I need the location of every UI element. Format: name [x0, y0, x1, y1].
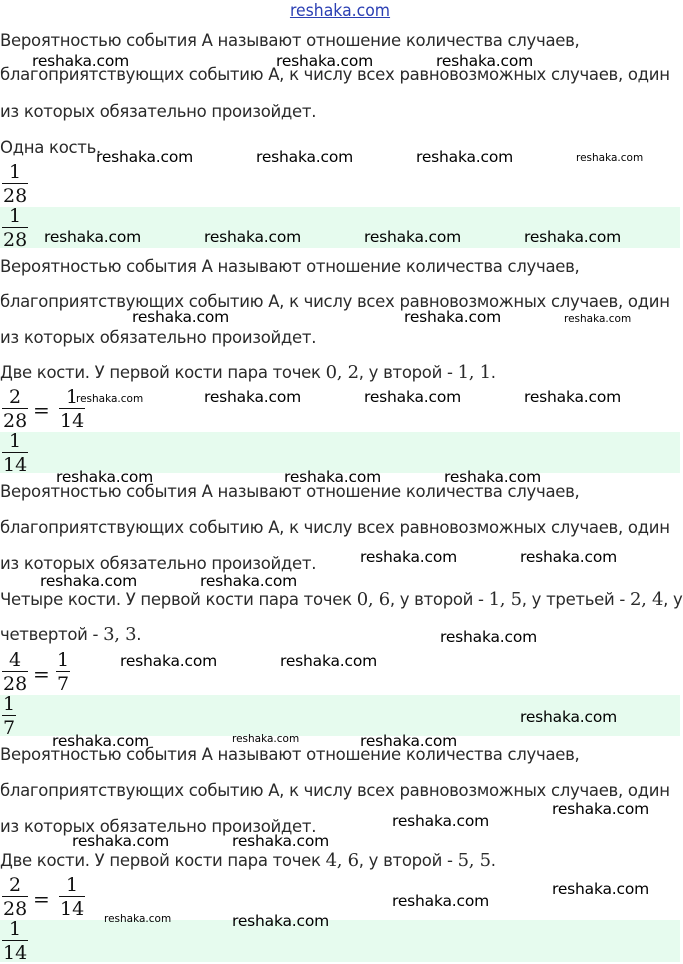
fraction-bar — [2, 940, 28, 941]
case-text-middle: , у второй - — [358, 851, 458, 870]
fraction-denominator: 14 — [3, 942, 28, 964]
definition-line-3: из которых обязательно произойдет. — [0, 817, 317, 836]
definition-line-1: Вероятностью события А называют отношение количества случаев, — [0, 257, 580, 276]
definition-line-2: благоприятствующих событию А, к числу всех равновозможных случаев, один — [0, 65, 670, 84]
probability-fraction-simplified — [56, 650, 70, 694]
definition-line-3: из которых обязательно произойдет. — [0, 554, 317, 573]
fraction-denominator: 28 — [3, 898, 28, 920]
watermark: reshaka.com — [524, 388, 621, 406]
fraction-numerator: 1 — [9, 430, 22, 452]
equals-sign: = — [33, 887, 50, 911]
case-text-middle: , у второй - — [389, 590, 489, 609]
watermark: reshaka.com — [360, 732, 457, 750]
case-text-middle: , у — [663, 590, 683, 609]
case-text-middle: , у третьей - — [521, 590, 630, 609]
answer-fraction — [2, 431, 28, 475]
watermark: reshaka.com — [96, 148, 193, 166]
watermark: reshaka.com — [364, 388, 461, 406]
watermark: reshaka.com — [284, 468, 381, 486]
fraction-denominator: 28 — [3, 229, 28, 251]
fraction-numerator: 1 — [9, 918, 22, 940]
watermark: reshaka.com — [524, 228, 621, 246]
case-text-end: . — [136, 625, 142, 644]
math-pair: 1, 5 — [488, 589, 522, 610]
watermark: reshaka.com — [256, 148, 353, 166]
watermark: reshaka.com — [520, 548, 617, 566]
answer-fraction — [2, 919, 28, 963]
case-text-start: четвертой - — [0, 625, 104, 644]
case-text-start: Две кости. У первой кости пара точек — [0, 851, 326, 870]
probability-fraction — [2, 387, 28, 431]
definition-line-1: Вероятностью события А называют отношение количества случаев, — [0, 745, 580, 764]
fraction-numerator: 4 — [9, 649, 22, 671]
fraction-bar — [2, 671, 28, 672]
fraction-bar — [2, 452, 28, 453]
fraction-numerator: 1 — [66, 386, 79, 408]
answer-band — [0, 432, 680, 476]
definition-line-3: из которых обязательно произойдет. — [0, 102, 317, 121]
answer-fraction — [2, 694, 16, 738]
math-pair: 2, 4 — [630, 589, 664, 610]
watermark: reshaka.com — [276, 52, 373, 70]
case-text-end: . — [490, 363, 496, 382]
watermark: reshaka.com — [436, 52, 533, 70]
definition-line-1: Вероятностью события А называют отношение количества случаев, — [0, 31, 580, 50]
watermark: reshaka.com — [200, 572, 297, 590]
case-text-middle: , у второй - — [358, 363, 458, 382]
watermark: reshaka.com — [120, 652, 217, 670]
fraction-bar — [2, 896, 28, 897]
case-text — [0, 589, 683, 610]
watermark: reshaka.com — [44, 228, 141, 246]
watermark: reshaka.com — [76, 393, 144, 405]
fraction-numerator: 1 — [9, 161, 22, 183]
watermark: reshaka.com — [440, 628, 537, 646]
math-pair: 1, 1 — [457, 362, 491, 383]
fraction-bar — [2, 715, 16, 716]
definition-line-2: благоприятствующих событию А, к числу всех равновозможных случаев, один — [0, 292, 670, 311]
watermark: reshaka.com — [520, 708, 617, 726]
fraction-numerator: 1 — [66, 874, 79, 896]
case-text-start: Четыре кости. У первой кости пара точек — [0, 590, 357, 609]
case-text-end: . — [490, 851, 496, 870]
watermark: reshaka.com — [232, 912, 329, 930]
watermark: reshaka.com — [392, 892, 489, 910]
definition-line-3: из которых обязательно произойдет. — [0, 328, 317, 347]
fraction-denominator: 28 — [3, 185, 28, 207]
watermark: reshaka.com — [52, 732, 149, 750]
watermark: reshaka.com — [56, 468, 153, 486]
case-text-line-2 — [0, 624, 141, 645]
watermark: reshaka.com — [40, 572, 137, 590]
watermark: reshaka.com — [72, 832, 169, 850]
math-pair: 0, 6 — [356, 589, 390, 610]
fraction-numerator: 1 — [9, 205, 22, 227]
watermark: reshaka.com — [204, 228, 301, 246]
fraction-denominator: 14 — [60, 410, 85, 432]
fraction-denominator: 28 — [3, 410, 28, 432]
fraction-bar — [59, 408, 85, 409]
fraction-numerator: 2 — [9, 386, 22, 408]
equals-sign: = — [33, 398, 50, 422]
math-pair: 4, 6 — [325, 850, 359, 871]
site-link[interactable]: reshaka.com — [289, 1, 391, 21]
answer-band — [0, 920, 680, 962]
watermark: reshaka.com — [364, 228, 461, 246]
case-text: Одна кость. — [0, 138, 101, 157]
case-text — [0, 362, 496, 383]
watermark: reshaka.com — [404, 308, 501, 326]
fraction-denominator: 28 — [3, 673, 28, 695]
watermark: reshaka.com — [444, 468, 541, 486]
fraction-denominator: 7 — [3, 717, 16, 739]
probability-fraction — [2, 875, 28, 919]
watermark: reshaka.com — [232, 733, 300, 745]
fraction-bar — [2, 408, 28, 409]
definition-line-2: благоприятствующих событию А, к числу всех равновозможных случаев, один — [0, 781, 670, 800]
watermark: reshaka.com — [204, 388, 301, 406]
math-pair: 3, 3 — [103, 624, 137, 645]
watermark: reshaka.com — [32, 52, 129, 70]
case-text-start: Две кости. У первой кости пара точек — [0, 363, 326, 382]
watermark: reshaka.com — [392, 812, 489, 830]
probability-fraction-simplified — [59, 875, 85, 919]
probability-fraction — [2, 650, 28, 694]
fraction-numerator: 1 — [57, 649, 70, 671]
fraction-denominator: 14 — [3, 454, 28, 476]
fraction-numerator: 1 — [3, 693, 16, 715]
math-pair: 0, 2 — [325, 362, 359, 383]
watermark: reshaka.com — [104, 913, 172, 925]
equals-sign: = — [33, 662, 50, 686]
math-pair: 5, 5 — [457, 850, 491, 871]
fraction-bar — [2, 227, 28, 228]
watermark: reshaka.com — [576, 152, 644, 164]
fraction-numerator: 2 — [9, 874, 22, 896]
fraction-denominator: 14 — [60, 898, 85, 920]
fraction-bar — [59, 896, 85, 897]
answer-fraction — [2, 206, 28, 250]
definition-line-1: Вероятностью события А называют отношение количества случаев, — [0, 482, 580, 501]
watermark: reshaka.com — [360, 548, 457, 566]
watermark: reshaka.com — [552, 880, 649, 898]
watermark: reshaka.com — [564, 313, 632, 325]
watermark: reshaka.com — [232, 832, 329, 850]
watermark: reshaka.com — [416, 148, 513, 166]
fraction-bar — [2, 183, 28, 184]
definition-line-2: благоприятствующих событию А, к числу всех равновозможных случаев, один — [0, 518, 670, 537]
fraction-denominator: 7 — [57, 673, 70, 695]
watermark: reshaka.com — [552, 800, 649, 818]
probability-fraction — [2, 162, 28, 206]
watermark: reshaka.com — [132, 308, 229, 326]
case-text — [0, 850, 496, 871]
watermark: reshaka.com — [280, 652, 377, 670]
fraction-bar — [56, 671, 70, 672]
